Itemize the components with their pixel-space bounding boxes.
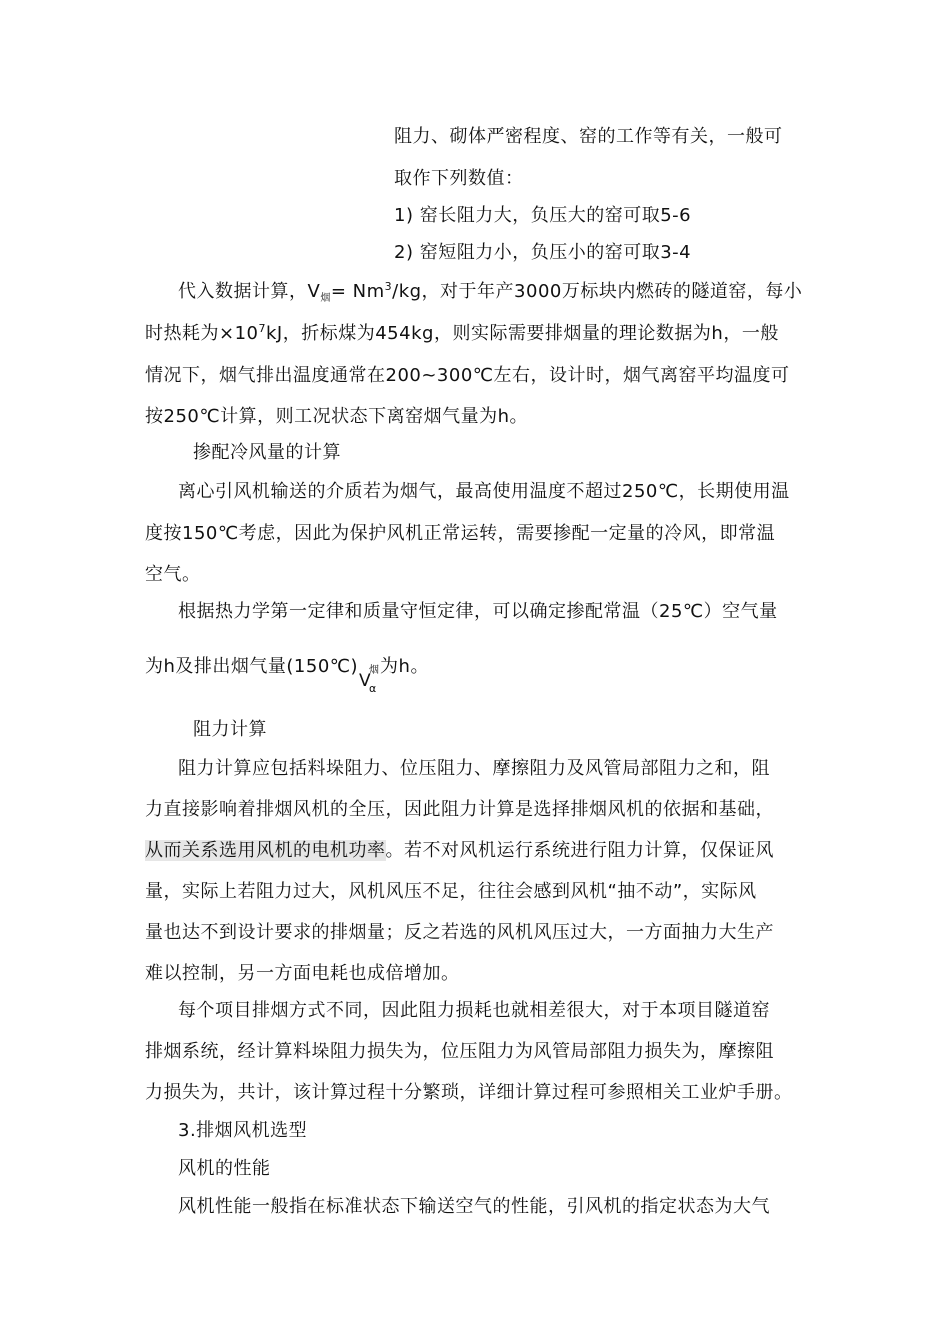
text-line: 量，实际上若阻力过大，风机风压不足，往往会感到风机“抽不动”，实际风 bbox=[145, 881, 757, 902]
section-heading: 3.排烟风机选型 bbox=[178, 1120, 308, 1141]
highlighted-text: 从而关系选用风机的电机功率 bbox=[145, 840, 386, 861]
text-span: 。若不对风机运行系统进行阻力计算，仅保证风 bbox=[385, 840, 774, 861]
text-line: 度按150℃考虑，因此为保护风机正常运转，需要掺配一定量的冷风，即常温 bbox=[145, 523, 776, 544]
text-line: 阻力、砌体严密程度、窑的工作等有关，一般可 bbox=[394, 126, 783, 147]
text-span: kJ，折标煤为454kg，则实际需要排烟量的理论数据为h，一般 bbox=[266, 323, 779, 344]
list-item: 2) 窑短阻力小，负压小的窑可取3-4 bbox=[394, 242, 692, 263]
section-heading: 阻力计算 bbox=[193, 719, 267, 740]
text-line: 空气。 bbox=[145, 564, 201, 585]
text-span: /kg，对于年产3000万标块内燃砖的隧道窑，每小 bbox=[392, 281, 803, 302]
text-line: 力损失为，共计，该计算过程十分繁琐，详细计算过程可参照相关工业炉手册。 bbox=[145, 1082, 793, 1103]
text-span: 时热耗为×10 bbox=[145, 323, 259, 344]
text-line: 取作下列数值： bbox=[394, 168, 524, 189]
text-line: 力直接影响着排烟风机的全压，因此阻力计算是选择排烟风机的依据和基础， bbox=[145, 799, 774, 820]
formula-symbol bbox=[358, 655, 380, 695]
superscript: 7 bbox=[258, 322, 266, 335]
text-line: 离心引风机输送的介质若为烟气，最高使用温度不超过250℃，长期使用温 bbox=[178, 481, 790, 502]
formula-subscript: α bbox=[369, 682, 377, 695]
text-span: 为h。 bbox=[380, 656, 429, 677]
text-line: 根据热力学第一定律和质量守恒定律，可以确定掺配常温（25℃）空气量 bbox=[178, 601, 778, 622]
subscript: 烟 bbox=[320, 293, 331, 304]
text-line: 按250℃计算，则工况状态下离窑烟气量为h。 bbox=[145, 406, 528, 427]
text-line: 难以控制，另一方面电耗也成倍增加。 bbox=[145, 963, 460, 984]
text-line bbox=[145, 322, 779, 346]
formula-superscript: 烟 bbox=[369, 665, 380, 676]
superscript: 3 bbox=[384, 280, 393, 293]
text-line: 排烟系统，经计算料垛阻力损失为，位压阻力为风管局部阻力损失为，摩擦阻 bbox=[145, 1041, 774, 1062]
text-line: 每个项目排烟方式不同，因此阻力损耗也就相差很大，对于本项目隧道窑 bbox=[178, 1000, 770, 1021]
section-heading: 风机的性能 bbox=[178, 1158, 271, 1179]
text-line: 阻力计算应包括料垛阻力、位压阻力、摩擦阻力及风管局部阻力之和，阻 bbox=[178, 758, 770, 779]
text-line: 量也达不到设计要求的排烟量；反之若选的风机风压过大，一方面抽力大生产 bbox=[145, 922, 774, 943]
text-span: = Nm bbox=[330, 281, 385, 302]
text-line bbox=[145, 655, 429, 695]
section-heading: 掺配冷风量的计算 bbox=[193, 442, 341, 463]
text-line: 情况下，烟气排出温度通常在200~300℃左右，设计时，烟气离窑平均温度可 bbox=[145, 365, 790, 386]
text-span: 为h及排出烟气量(150℃) bbox=[145, 656, 359, 677]
text-line: 风机性能一般指在标准状态下输送空气的性能，引风机的指定状态为大气 bbox=[178, 1196, 770, 1217]
text-line bbox=[145, 839, 774, 863]
list-item: 1) 窑长阻力大，负压大的窑可取5-6 bbox=[394, 205, 692, 226]
text-line bbox=[178, 280, 802, 307]
text-span: 代入数据计算，V bbox=[178, 281, 321, 302]
formula-v: V bbox=[359, 671, 372, 691]
